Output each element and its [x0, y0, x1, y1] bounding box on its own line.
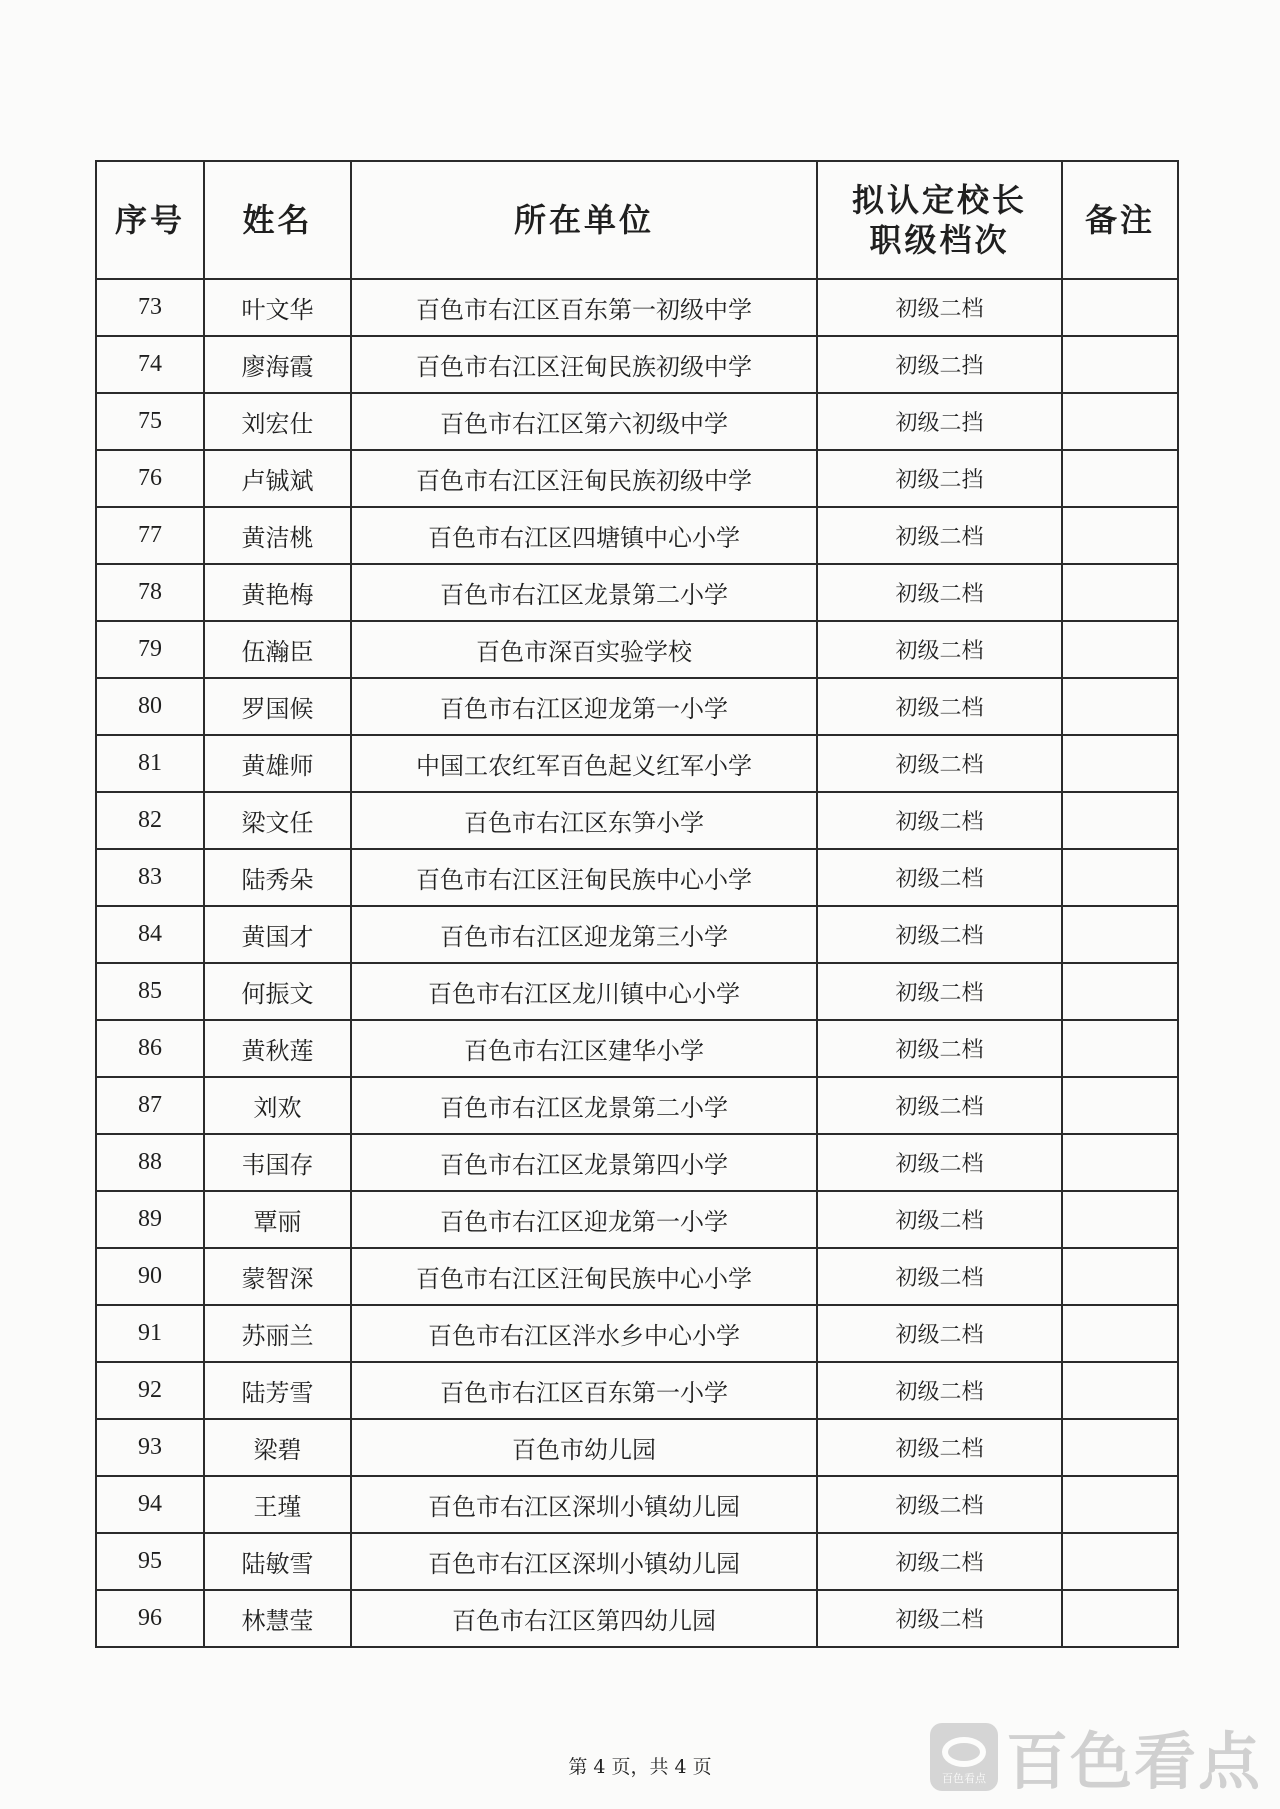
table-row	[96, 906, 1178, 963]
cell-name: 蒙智深	[204, 1248, 351, 1305]
cell-unit: 百色市右江区龙景第二小学	[351, 1077, 817, 1134]
cell-note	[1062, 1191, 1178, 1248]
cell-no: 84	[96, 906, 204, 963]
table-row	[96, 1248, 1178, 1305]
cell-grade: 初级二档	[817, 564, 1062, 621]
cell-name: 罗国候	[204, 678, 351, 735]
cell-no: 77	[96, 507, 204, 564]
cell-unit: 百色市右江区百东第一初级中学	[351, 279, 817, 336]
cell-unit: 百色市右江区汪甸民族中心小学	[351, 1248, 817, 1305]
cell-grade: 初级二档	[817, 906, 1062, 963]
cell-no: 79	[96, 621, 204, 678]
table-row	[96, 963, 1178, 1020]
cell-unit: 百色市右江区龙景第二小学	[351, 564, 817, 621]
roster-table	[95, 160, 1179, 1648]
cell-grade: 初级二档	[817, 1590, 1062, 1647]
table-row	[96, 450, 1178, 507]
cell-unit: 百色市幼儿园	[351, 1419, 817, 1476]
cell-grade: 初级二档	[817, 507, 1062, 564]
cell-note	[1062, 1020, 1178, 1077]
cell-name: 苏丽兰	[204, 1305, 351, 1362]
cell-grade: 初级二档	[817, 1305, 1062, 1362]
table-row	[96, 507, 1178, 564]
cell-name: 刘宏仕	[204, 393, 351, 450]
cell-note	[1062, 1134, 1178, 1191]
cell-grade: 初级二档	[817, 1533, 1062, 1590]
table-row	[96, 1362, 1178, 1419]
cell-no: 95	[96, 1533, 204, 1590]
cell-note	[1062, 1077, 1178, 1134]
cell-unit: 百色市右江区泮水乡中心小学	[351, 1305, 817, 1362]
cell-name: 卢铖斌	[204, 450, 351, 507]
cell-unit: 百色市右江区四塘镇中心小学	[351, 507, 817, 564]
cell-grade: 初级二档	[817, 621, 1062, 678]
page-number: 第 4 页，共 4 页	[568, 1756, 712, 1778]
watermark-text: 百色看点	[1005, 1725, 1262, 1798]
cell-note	[1062, 1305, 1178, 1362]
header-row	[96, 161, 1178, 279]
cell-no: 92	[96, 1362, 204, 1419]
cell-note	[1062, 564, 1178, 621]
watermark-logo-icon	[930, 1723, 998, 1791]
cell-grade: 初级二档	[817, 279, 1062, 336]
cell-unit: 百色市右江区第四幼儿园	[351, 1590, 817, 1647]
header-unit: 所在单位	[351, 161, 817, 279]
cell-note	[1062, 792, 1178, 849]
cell-unit: 百色市右江区迎龙第一小学	[351, 678, 817, 735]
cell-grade: 初级二档	[817, 1248, 1062, 1305]
cell-note	[1062, 1248, 1178, 1305]
table-row	[96, 1590, 1178, 1647]
cell-name: 黄秋莲	[204, 1020, 351, 1077]
cell-name: 叶文华	[204, 279, 351, 336]
cell-unit: 百色市右江区建华小学	[351, 1020, 817, 1077]
cell-grade: 初级二档	[817, 1077, 1062, 1134]
table-row	[96, 792, 1178, 849]
header-name: 姓名	[204, 161, 351, 279]
cell-unit: 百色市右江区深圳小镇幼儿园	[351, 1533, 817, 1590]
cell-note	[1062, 735, 1178, 792]
cell-note	[1062, 1419, 1178, 1476]
watermark	[930, 1712, 1262, 1801]
cell-grade: 初级二档	[817, 735, 1062, 792]
table-row	[96, 849, 1178, 906]
cell-unit: 百色市深百实验学校	[351, 621, 817, 678]
table-row	[96, 1020, 1178, 1077]
cell-unit: 百色市右江区东笋小学	[351, 792, 817, 849]
cell-unit: 百色市右江区迎龙第三小学	[351, 906, 817, 963]
cell-no: 88	[96, 1134, 204, 1191]
cell-note	[1062, 1476, 1178, 1533]
header-note: 备注	[1062, 161, 1178, 279]
cell-name: 梁碧	[204, 1419, 351, 1476]
cell-note	[1062, 621, 1178, 678]
table-row	[96, 621, 1178, 678]
cell-note	[1062, 1362, 1178, 1419]
table-row	[96, 678, 1178, 735]
cell-note	[1062, 963, 1178, 1020]
table-row	[96, 279, 1178, 336]
table-row	[96, 1191, 1178, 1248]
cell-no: 76	[96, 450, 204, 507]
cell-no: 86	[96, 1020, 204, 1077]
cell-unit: 百色市右江区迎龙第一小学	[351, 1191, 817, 1248]
table-row	[96, 1077, 1178, 1134]
cell-grade: 初级二档	[817, 678, 1062, 735]
table-row	[96, 564, 1178, 621]
cell-name: 覃丽	[204, 1191, 351, 1248]
cell-grade: 初级二档	[817, 792, 1062, 849]
cell-unit: 百色市右江区龙川镇中心小学	[351, 963, 817, 1020]
cell-grade: 初级二挡	[817, 336, 1062, 393]
cell-unit: 百色市右江区汪甸民族初级中学	[351, 336, 817, 393]
cell-name: 何振文	[204, 963, 351, 1020]
cell-grade: 初级二档	[817, 1134, 1062, 1191]
cell-note	[1062, 450, 1178, 507]
cell-no: 85	[96, 963, 204, 1020]
cell-no: 89	[96, 1191, 204, 1248]
cell-name: 梁文任	[204, 792, 351, 849]
cell-grade: 初级二档	[817, 963, 1062, 1020]
table-body	[96, 279, 1178, 1647]
cell-no: 87	[96, 1077, 204, 1134]
cell-grade: 初级二档	[817, 849, 1062, 906]
table-row	[96, 1476, 1178, 1533]
cell-unit: 中国工农红军百色起义红军小学	[351, 735, 817, 792]
cell-name: 韦国存	[204, 1134, 351, 1191]
cell-name: 陆芳雪	[204, 1362, 351, 1419]
cell-name: 陆秀朵	[204, 849, 351, 906]
header-grade-line2: 职级档次	[869, 221, 1010, 259]
cell-grade: 初级二挡	[817, 450, 1062, 507]
cell-note	[1062, 507, 1178, 564]
cell-no: 75	[96, 393, 204, 450]
cell-name: 伍瀚臣	[204, 621, 351, 678]
cell-no: 90	[96, 1248, 204, 1305]
cell-no: 81	[96, 735, 204, 792]
cell-note	[1062, 279, 1178, 336]
cell-note	[1062, 1590, 1178, 1647]
cell-name: 黄雄师	[204, 735, 351, 792]
cell-no: 96	[96, 1590, 204, 1647]
header-grade	[817, 161, 1062, 279]
cell-grade: 初级二挡	[817, 393, 1062, 450]
cell-no: 78	[96, 564, 204, 621]
table-row	[96, 1305, 1178, 1362]
table-row	[96, 735, 1178, 792]
cell-no: 80	[96, 678, 204, 735]
cell-name: 王瑾	[204, 1476, 351, 1533]
cell-unit: 百色市右江区百东第一小学	[351, 1362, 817, 1419]
header-grade-line1: 拟认定校长	[851, 181, 1027, 219]
table-row	[96, 1533, 1178, 1590]
cell-name: 廖海霞	[204, 336, 351, 393]
cell-name: 林慧莹	[204, 1590, 351, 1647]
cell-grade: 初级二档	[817, 1362, 1062, 1419]
cell-no: 91	[96, 1305, 204, 1362]
cell-unit: 百色市右江区第六初级中学	[351, 393, 817, 450]
watermark-logo-text: 百色看点	[941, 1771, 986, 1785]
table-row	[96, 1134, 1178, 1191]
table-row	[96, 336, 1178, 393]
cell-name: 陆敏雪	[204, 1533, 351, 1590]
cell-name: 黄艳梅	[204, 564, 351, 621]
cell-unit: 百色市右江区深圳小镇幼儿园	[351, 1476, 817, 1533]
cell-no: 74	[96, 336, 204, 393]
cell-grade: 初级二档	[817, 1020, 1062, 1077]
cell-note	[1062, 849, 1178, 906]
cell-note	[1062, 336, 1178, 393]
cell-note	[1062, 906, 1178, 963]
cell-unit: 百色市右江区龙景第四小学	[351, 1134, 817, 1191]
header-no: 序号	[96, 161, 204, 279]
cell-name: 黄洁桃	[204, 507, 351, 564]
table-row	[96, 1419, 1178, 1476]
cell-no: 82	[96, 792, 204, 849]
cell-name: 刘欢	[204, 1077, 351, 1134]
cell-grade: 初级二档	[817, 1476, 1062, 1533]
table-row	[96, 393, 1178, 450]
cell-no: 94	[96, 1476, 204, 1533]
cell-grade: 初级二档	[817, 1419, 1062, 1476]
cell-note	[1062, 678, 1178, 735]
cell-name: 黄国才	[204, 906, 351, 963]
cell-no: 93	[96, 1419, 204, 1476]
cell-note	[1062, 393, 1178, 450]
cell-no: 73	[96, 279, 204, 336]
table-header	[96, 161, 1178, 279]
cell-note	[1062, 1533, 1178, 1590]
cell-unit: 百色市右江区汪甸民族初级中学	[351, 450, 817, 507]
cell-unit: 百色市右江区汪甸民族中心小学	[351, 849, 817, 906]
cell-no: 83	[96, 849, 204, 906]
cell-grade: 初级二档	[817, 1191, 1062, 1248]
